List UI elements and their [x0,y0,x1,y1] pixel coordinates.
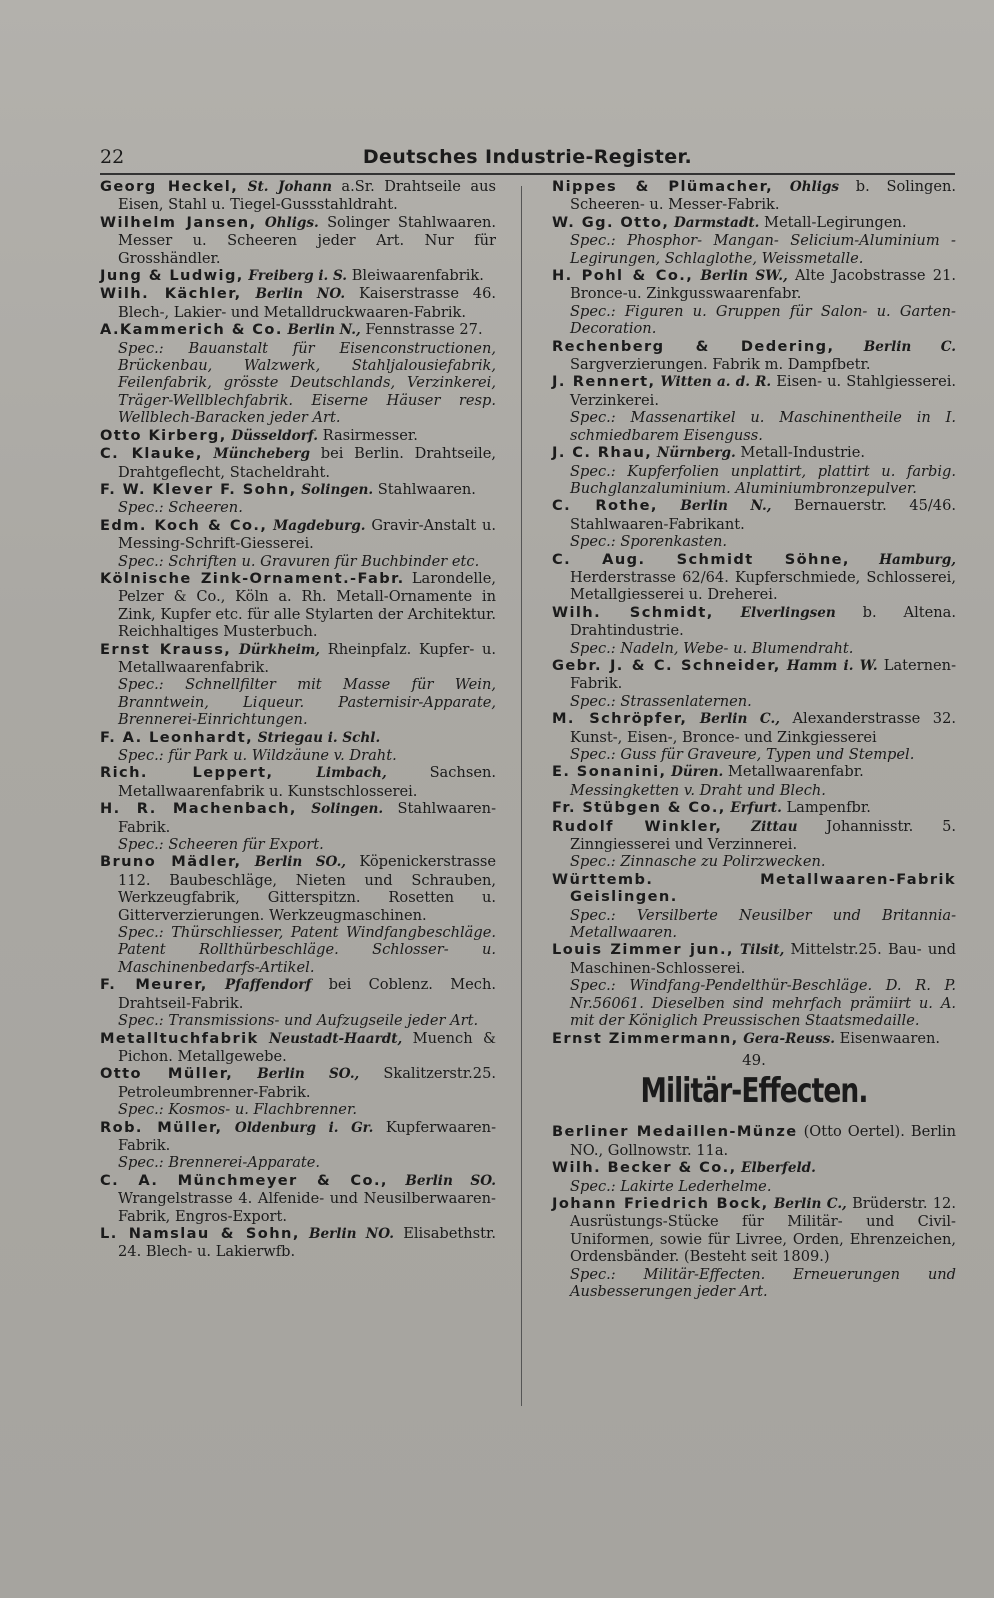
firm-location: Zittau [751,818,798,835]
directory-entry [552,763,956,799]
firm-location: Berlin SW., [700,268,788,285]
section-title: Militär-Effecten. [640,1071,868,1112]
firm-location: Neustadt-Haardt, [269,1030,403,1047]
firm-name: Bruno Mädler, [100,853,242,871]
directory-entry [100,800,496,853]
page-title: Deutsches Industrie-Register. [362,146,693,168]
directory-entry [552,1195,956,1300]
firm-location: Elverlingsen [740,604,836,621]
left-column [100,178,496,1261]
firm-location: Berlin SO., [257,1066,360,1083]
firm-name: Wilh. Becker & Co., [552,1159,737,1177]
header-rule [100,173,955,175]
firm-specialty: Spec.: Schnellfilter mit Masse für Wein, Branntwein, Liqueur. Pasternisir-Apparate, Brennerei-Einrichtungen. [118,676,496,729]
firm-name: Jung & Ludwig, [100,267,244,285]
firm-name: Johann Friedrich Bock, [552,1194,769,1212]
firm-description: Sargverzierungen. Fabrik m. Dampfbetr. [570,356,871,374]
directory-entry [552,941,956,1029]
firm-location: Magdeburg. [273,517,366,534]
firm-name: Louis Zimmer jun., [552,941,734,959]
firm-name: Rich. Leppert, [100,764,274,782]
directory-entry [100,1065,496,1118]
firm-specialty: Spec.: Figuren u. Gruppen für Salon- u. Garten-Decoration. [570,302,956,338]
directory-entry [100,267,496,285]
firm-name: Edm. Koch & Co., [100,516,268,534]
firm-location: Berlin C. [863,338,957,355]
directory-entry [552,871,956,942]
firm-name: F. Meurer, [100,976,208,994]
firm-description: Fennstrasse 27. [365,321,483,339]
firm-location: Müncheberg [213,446,310,463]
firm-name: Ernst Krauss, [100,640,232,658]
firm-location: Berlin N., [287,322,361,339]
firm-location: Dürkheim, [238,641,321,658]
firm-location: Erfurt. [730,800,782,817]
firm-location: Hamm i. W. [786,657,878,674]
firm-name: Otto Kirberg, [100,426,227,444]
firm-location: Gera-Reuss. [743,1030,835,1047]
firm-description: Skalitzerstr.25. Petroleumbrenner-Fabrik. [118,1065,497,1101]
firm-description: Metallwaarenfabr. [727,763,864,781]
directory-entry [552,818,956,871]
firm-name: Gebr. J. & C. Schneider, [552,656,781,674]
firm-name: L. Namslau & Sohn, [100,1224,300,1242]
firm-name: C. Klauke, [100,445,203,463]
page-number: 22 [100,146,125,168]
firm-description: Gravir-Anstalt u. Messing-Schrift-Giesserei. [118,516,497,553]
firm-description: Mittelstr.25. Bau- und Maschinen-Schlosserei. [570,941,957,977]
firm-description: Brüderstr. 12. Ausrüstungs-Stücke für Militär- und Civil-Uniformen, sowie für Livree, Orden, Ehrenzeichen, Ordensbänder. (Besteht seit 1809.) [570,1194,956,1266]
directory-entry [100,481,496,517]
firm-location: Oldenburg i. Gr. [234,1119,374,1136]
directory-entry [552,338,956,374]
firm-location: Berlin C., [773,1195,847,1212]
firm-name: Georg Heckel, [100,178,239,195]
firm-name: J. Rennert, [552,373,656,391]
directory-entry [552,710,956,763]
directory-entry [100,427,496,445]
firm-name: F. A. Leonhardt, [100,728,254,746]
firm-name: Ernst Zimmermann, [552,1029,739,1047]
firm-name: Württemb. Metallwaaren-Fabrik Geislingen. [552,870,956,906]
firm-specialty: Spec.: Zinnasche zu Polirzwecken. [570,853,826,871]
firm-description: Muench & Pichon. Metallgewebe. [118,1029,496,1065]
directory-entry [100,178,496,214]
firm-location: Striegau i. Schl. [257,729,381,746]
directory-entry [552,214,956,267]
directory-entry [552,1030,956,1048]
firm-specialty: Messingketten v. Draht und Blech. [570,781,826,799]
firm-name: A.Kammerich & Co. [100,321,283,339]
firm-description: b. Altena. Drahtindustrie. [570,603,956,640]
firm-description: Sachsen. Metallwaarenfabrik u. Kunstschlosserei. [118,764,496,800]
firm-location: Ohligs [789,179,840,195]
firm-location: Nürnberg. [656,445,736,462]
firm-description: Köpenickerstrasse 112. Baubeschläge, Nieten und Schrauben, Werkzeugfabrik, Gitterspitzn. Rosetten u. Gitterverzierungen. Werkzeugmaschinen. [118,853,497,924]
directory-entry [100,570,496,641]
firm-description: b. Solingen. Scheeren- u. Messer-Fabrik. [570,178,957,214]
firm-location: Pfaffendorf [225,977,312,994]
firm-name: Berliner Medaillen-Münze [552,1123,798,1141]
column-divider [521,186,522,1406]
firm-description: Herderstrasse 62/64. Kupferschmiede, Schlosserei, Metallgiesserei u. Dreherei. [570,568,956,604]
firm-location: Berlin NO. [255,286,346,303]
firm-location: Berlin NO. [308,1225,394,1242]
firm-name: C. Rothe, [552,497,658,515]
directory-entry [100,976,496,1029]
firm-description: Lampenfbr. [786,799,871,817]
firm-name: Wilh. Kächler, [100,285,242,303]
directory-entry [100,1172,496,1225]
firm-specialty: Spec.: Guss für Graveure, Typen und Stempel. [570,746,915,763]
firm-location: Berlin C., [699,711,780,728]
directory-entry [552,604,956,657]
firm-specialty: Spec.: Lakirte Lederhelme. [570,1177,772,1195]
firm-specialty: Spec.: Windfang-Pendelthür-Beschläge. D. R. P. Nr.56061. Dieselben sind mehrfach prämiirt u. A. mit der Königlich Preussischen Staatsmedaille. [570,977,956,1030]
firm-name: M. Schröpfer, [552,710,688,728]
firm-description: Laternen-Fabrik. [570,656,957,693]
firm-name: C. A. Münchmeyer & Co., [100,1171,388,1189]
firm-name: Fr. Stübgen & Co., [552,799,726,817]
firm-specialty: Spec.: Scheeren für Export. [118,836,324,854]
firm-description: Solinger Stahlwaaren. Messer u. Scheeren jeder Art. Nur für Grosshändler. [118,213,496,267]
firm-description: bei Berlin. Drahtseile, Drahtgeflecht, Stacheldraht. [118,445,497,481]
firm-name: Metalltuchfabrik [100,1029,259,1047]
firm-description: Rasirmesser. [322,426,418,444]
directory-entry [100,641,496,729]
firm-specialty: Spec.: Transmissions- und Aufzugseile jeder Art. [118,1012,479,1030]
firm-description: Stahlwaaren. [377,480,476,498]
firm-description: Eisen- u. Stahlgiesserei. Verzinkerei. [570,373,957,409]
directory-entry [100,729,496,765]
firm-name: H. R. Machenbach, [100,800,297,818]
firm-specialty: Spec.: Strassenlaternen. [570,692,752,710]
firm-name: Nippes & Plümacher, [552,178,774,195]
firm-description: (Otto Oertel). Berlin NO., Gollnowstr. 11a. [570,1123,956,1159]
firm-description: bei Coblenz. Mech. Drahtseil-Fabrik. [118,976,497,1012]
firm-location: Düsseldorf. [231,427,318,444]
firm-specialty: Spec.: Massenartikel u. Maschinentheile in I. schmiedbarem Eisenguss. [570,409,956,444]
firm-location: Elberfeld. [741,1160,816,1177]
firm-location: Hamburg, [879,551,956,568]
directory-entry [552,267,956,338]
firm-description: Johannisstr. 5. Zinngiesserei und Verzinnerei. [570,817,957,854]
firm-specialty: Spec.: Versilberte Neusilber und Britannia-Metallwaaren. [570,906,956,942]
directory-entry [100,764,496,800]
firm-description: Kupferwaaren-Fabrik. [118,1118,497,1154]
firm-specialty: Spec.: Schriften u. Gravuren für Buchbinder etc. [118,552,480,570]
firm-location: Tilsit, [740,942,785,959]
firm-location: Limbach, [316,765,387,782]
section-number: 49. [742,1050,766,1069]
directory-entry [100,1030,496,1066]
directory-entry [552,178,956,214]
firm-location: Solingen. [311,801,384,818]
firm-name: Rechenberg & Dedering, [552,337,835,355]
directory-entry [552,657,956,710]
firm-description: Elisabethstr. 24. Blech- u. Lakierwfb. [118,1224,497,1261]
firm-description: Alexanderstrasse 32. Kunst-, Eisen-, Bronce- und Zinkgiesserei [570,710,956,746]
firm-name: W. Gg. Otto, [552,213,670,231]
firm-specialty: Spec.: Phosphor- Mangan- Selicium-Aluminium - Legirungen, Schlaglothe, Weissmetalle. [570,232,956,267]
firm-location: St. Johann [247,179,332,195]
directory-entry [552,444,956,497]
right-column [552,178,956,1300]
firm-name: Otto Müller, [100,1065,234,1083]
directory-entry [552,497,956,550]
firm-description: Kaiserstrasse 46. Blech-, Lakier- und Metalldruckwaaren-Fabrik. [118,285,497,321]
firm-location: Witten a. d. R. [660,374,772,391]
firm-name: Kölnische Zink-Ornament.-Fabr. [100,569,405,587]
firm-specialty: Spec.: für Park u. Wildzäune v. Draht. [118,747,397,764]
firm-name: C. Aug. Schmidt Söhne, [552,550,850,568]
firm-name: J. C. Rhau, [552,444,653,462]
firm-specialty: Spec.: Thürschliesser, Patent Windfangbeschläge. Patent Rollthürbeschläge. Schlosser- u. Maschinenbedarfs-Artikel. [118,924,496,976]
firm-description: Metall-Legirungen. [764,213,907,231]
firm-specialty: Spec.: Kosmos- u. Flachbrenner. [118,1101,357,1119]
firm-specialty: Spec.: Militär-Effecten. Erneuerungen und Ausbesserungen jeder Art. [570,1265,956,1300]
firm-description: a.Sr. Drahtseile aus Eisen, Stahl u. Tiegel-Gussstahldraht. [118,178,496,214]
firm-name: Wilh. Schmidt, [552,603,714,621]
firm-description: Metall-Industrie. [740,444,865,462]
firm-description: Eisenwaaren. [839,1029,940,1047]
directory-entry [552,373,956,444]
firm-specialty: Spec.: Nadeln, Webe- u. Blumendraht. [570,639,854,657]
directory-entry [552,1159,956,1195]
firm-description: Rheinpfalz. Kupfer- u. Metallwaarenfabrik. [118,640,497,676]
directory-entry [100,853,496,976]
firm-name: Wilhelm Jansen, [100,213,257,231]
firm-description: Wrangelstrasse 4. Alfenide- und Neusilberwaaren-Fabrik, Engros-Export. [118,1190,496,1225]
firm-specialty: Spec.: Brennerei-Apparate. [118,1154,321,1172]
firm-specialty: Spec.: Bauanstalt für Eisenconstructionen, Brückenbau, Walzwerk, Stahljalousiefabrik, Feilenfabrik, grösste Deutschlands, Verzinkerei, Träger-Wellblechfabrik. Eiserne Häuser resp. Wellblech-Baracken jeder Art. [118,339,496,427]
firm-name: Rob. Müller, [100,1118,223,1136]
firm-location: Düren. [671,764,724,781]
firm-specialty: Spec.: Kupferfolien unplattirt, plattirt u. farbig. Buchglanzaluminium. Aluminiumbronzepulver. [570,462,956,497]
directory-entry [552,799,956,817]
directory-entry [100,1119,496,1172]
page-header [100,146,955,170]
firm-location: Berlin SO. [405,1172,497,1189]
directory-entry [100,285,496,321]
firm-specialty: Spec.: Sporenkasten. [570,533,728,551]
firm-location: Berlin SO., [254,854,347,871]
firm-description: Larondelle, Pelzer & Co., Köln a. Rh. Metall-Ornamente in Zink, Kupfer etc. für alle Stylarten der Architektur. Reichhaltiges Musterbuch. [118,569,496,641]
directory-entry [100,321,496,426]
firm-location: Freiberg i. S. [248,268,348,285]
firm-specialty: Spec.: Scheeren. [118,499,243,517]
firm-description: Stahlwaaren-Fabrik. [118,800,497,836]
firm-location: Solingen. [301,481,374,498]
firm-name: H. Pohl & Co., [552,267,694,285]
firm-description: Bleiwaarenfabrik. [351,267,484,285]
firm-name: E. Sonanini, [552,763,667,781]
directory-entry [100,445,496,481]
directory-entry [100,214,496,267]
firm-name: Rudolf Winkler, [552,817,723,835]
firm-location: Berlin N., [680,498,772,515]
firm-location: Ohligs. [264,214,319,231]
directory-entry [100,517,496,570]
firm-description: Bernauerstr. 45/46. Stahlwaaren-Fabrikant. [570,497,957,533]
directory-entry [100,1225,496,1261]
firm-description: Alte Jacobstrasse 21. Bronce-u. Zinkgusswaarenfabr. [570,267,957,303]
firm-name: F. W. Klever F. Sohn, [100,480,297,498]
directory-entry [552,551,956,604]
directory-entry [552,1123,956,1159]
firm-location: Darmstadt. [673,214,760,231]
